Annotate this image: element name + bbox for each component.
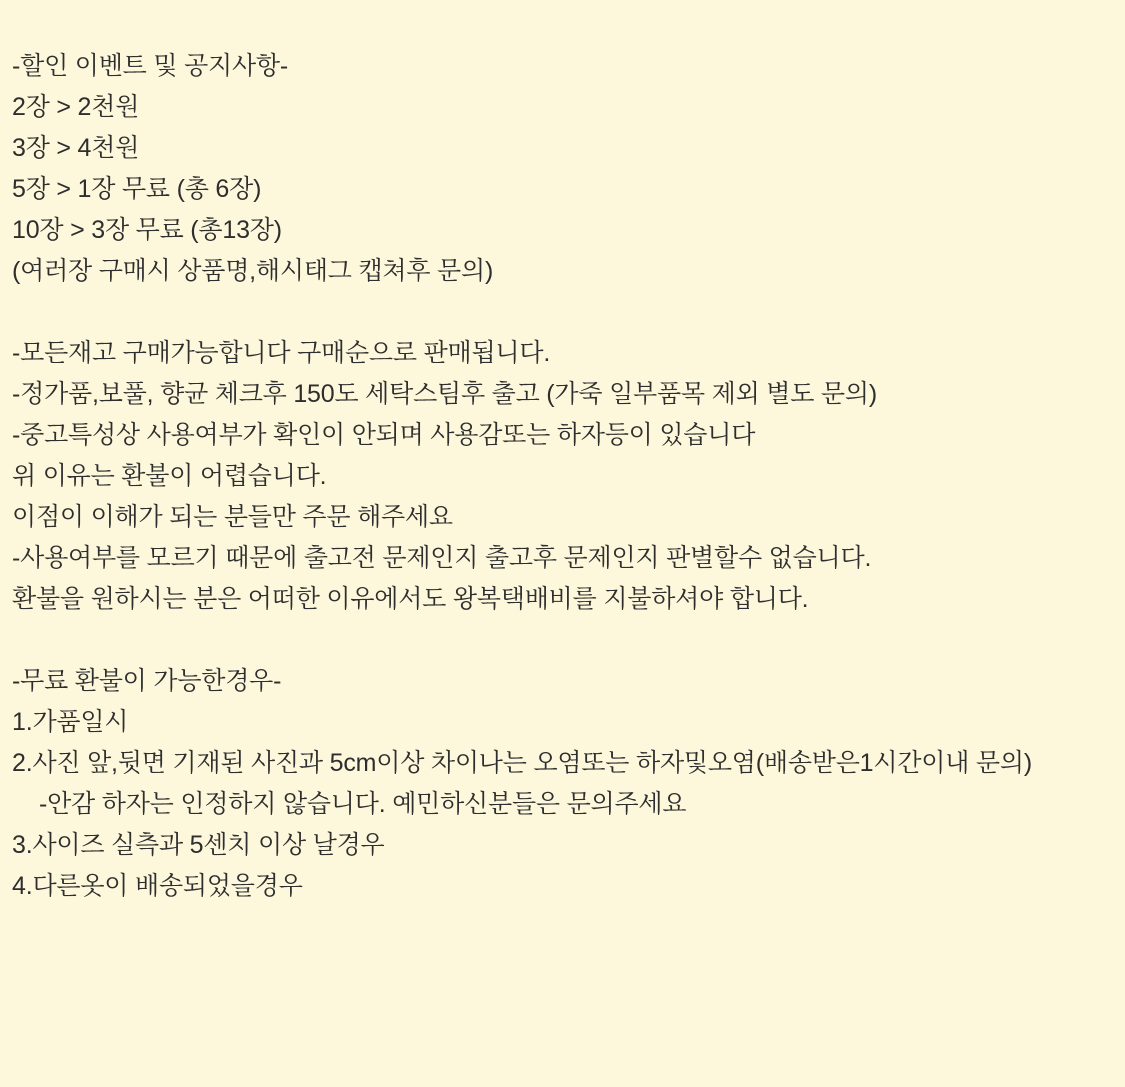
notice-line: -무료 환불이 가능한경우- [12, 667, 282, 695]
notice-line: 5장 > 1장 무료 (총 6장) [12, 175, 262, 203]
notice-line: -할인 이벤트 및 공지사항- [12, 52, 288, 80]
notice-line: 위 이유는 환불이 어렵습니다. [12, 462, 327, 490]
notice-line: -정가품,보풀, 향균 체크후 150도 세탁스팀후 출고 (가죽 일부품목 제외 별도 문의) [12, 380, 877, 408]
notice-line: 환불을 원하시는 분은 어떠한 이유에서도 왕복택배비를 지불하셔야 합니다. [12, 585, 809, 613]
section-stock-and-condition [0, 333, 1125, 620]
notice-line: 2.사진 앞,뒷면 기재된 사진과 5cm이상 차이나는 오염또는 하자및오염(배송받은1시간이내 문의) [12, 749, 1032, 777]
section-gap [0, 292, 1125, 333]
notice-line: -모든재고 구매가능합니다 구매순으로 판매됩니다. [12, 339, 551, 367]
notice-line: 4.다른옷이 배송되었을경우 [12, 872, 303, 900]
notice-line: 2장 > 2천원 [12, 93, 140, 121]
section-free-refund-cases [0, 661, 1125, 907]
notice-line: 10장 > 3장 무료 (총13장) [12, 216, 282, 244]
notice-line: 이점이 이해가 되는 분들만 주문 해주세요 [12, 503, 453, 531]
notice-line-sub: -안감 하자는 인정하지 않습니다. 예민하신분들은 문의주세요 [12, 790, 687, 818]
section-gap [0, 620, 1125, 661]
notice-line: 3.사이즈 실측과 5센치 이상 날경우 [12, 831, 385, 859]
notice-line: 3장 > 4천원 [12, 134, 140, 162]
notice-line: -중고특성상 사용여부가 확인이 안되며 사용감또는 하자등이 있습니다 [12, 421, 756, 449]
section-discount-notice [0, 46, 1125, 292]
notice-line: 1.가품일시 [12, 708, 129, 736]
notice-line: -사용여부를 모르기 때문에 출고전 문제인지 출고후 문제인지 판별할수 없습니다. [12, 544, 872, 572]
notice-line: (여러장 구매시 상품명,해시태그 캡쳐후 문의) [12, 257, 494, 285]
